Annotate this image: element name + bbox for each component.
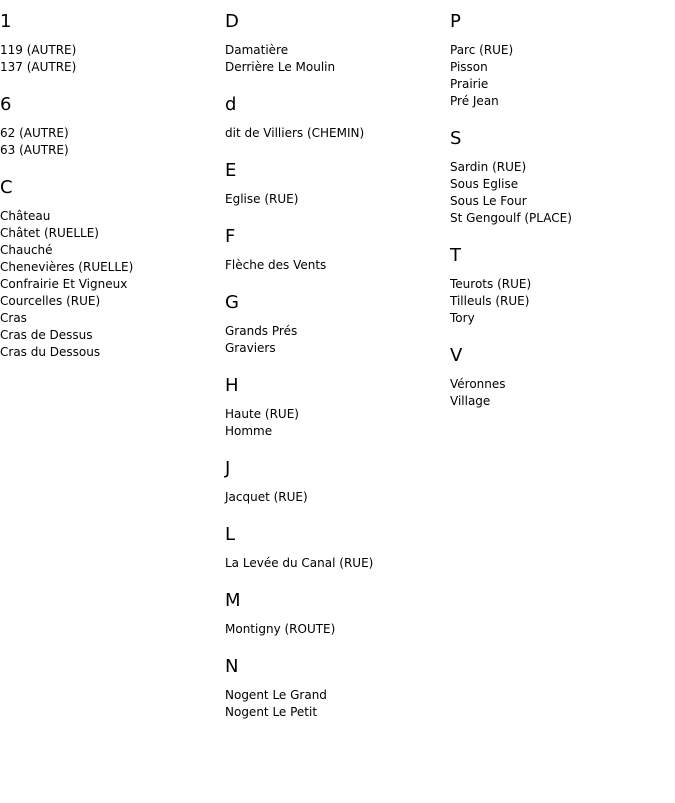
street-link[interactable]: Montigny (ROUTE)	[225, 622, 336, 636]
index-column	[225, 12, 450, 740]
street-link[interactable]: Sous Eglise	[450, 177, 519, 191]
street-list	[450, 276, 675, 327]
street-list	[450, 376, 675, 410]
index-column	[0, 12, 225, 380]
street-link[interactable]: Teurots (RUE)	[450, 277, 532, 291]
letter-group	[0, 95, 225, 159]
letter-group	[0, 12, 225, 76]
street-list	[225, 555, 450, 572]
letter-group	[225, 459, 450, 506]
letter-group	[225, 657, 450, 721]
street-link[interactable]: Sardin (RUE)	[450, 160, 527, 174]
street-link[interactable]: Tilleuls (RUE)	[450, 294, 530, 308]
letter-heading: J	[225, 458, 231, 479]
street-link[interactable]: Châtet (RUELLE)	[0, 226, 99, 240]
street-link[interactable]: Sous Le Four	[450, 194, 527, 208]
street-list	[225, 489, 450, 506]
street-list	[225, 621, 450, 638]
letter-group	[450, 246, 675, 327]
street-link[interactable]: Cras	[0, 311, 27, 325]
letter-heading: E	[225, 160, 237, 181]
letter-heading: N	[225, 656, 239, 677]
letter-group	[225, 12, 450, 76]
letter-heading: d	[225, 94, 237, 115]
street-link[interactable]: Château	[0, 209, 51, 223]
index-column	[450, 12, 675, 429]
letter-heading: F	[225, 226, 236, 247]
street-link[interactable]: Graviers	[225, 341, 276, 355]
street-link[interactable]: Damatière	[225, 43, 289, 57]
street-link[interactable]: Prairie	[450, 77, 489, 91]
letter-group	[450, 12, 675, 110]
street-link[interactable]: Derrière Le Moulin	[225, 60, 336, 74]
street-link[interactable]: 137 (AUTRE)	[0, 60, 77, 74]
street-list	[225, 406, 450, 440]
letter-group	[225, 591, 450, 638]
letter-heading: T	[450, 245, 461, 266]
letter-group	[225, 161, 450, 208]
street-link[interactable]: Pré Jean	[450, 94, 499, 108]
street-link[interactable]: La Levée du Canal (RUE)	[225, 556, 374, 570]
letter-heading: H	[225, 375, 239, 396]
street-link[interactable]: Chauché	[0, 243, 53, 257]
street-link[interactable]: Pisson	[450, 60, 488, 74]
street-link[interactable]: St Gengoulf (PLACE)	[450, 211, 572, 225]
street-list	[0, 208, 225, 361]
street-link[interactable]: Grands Prés	[225, 324, 298, 338]
letter-heading: D	[225, 11, 239, 32]
street-link[interactable]: 62 (AUTRE)	[0, 126, 69, 140]
street-list	[225, 687, 450, 721]
street-link[interactable]: Cras de Dessus	[0, 328, 93, 342]
letter-group	[450, 129, 675, 227]
street-link[interactable]: 119 (AUTRE)	[0, 43, 77, 57]
street-link[interactable]: Chenevières (RUELLE)	[0, 260, 134, 274]
street-link[interactable]: Courcelles (RUE)	[0, 294, 101, 308]
street-list	[0, 42, 225, 76]
street-link[interactable]: Nogent Le Petit	[225, 705, 318, 719]
letter-heading: 6	[0, 94, 12, 115]
street-link[interactable]: Flèche des Vents	[225, 258, 327, 272]
street-list	[225, 42, 450, 76]
letter-group	[0, 178, 225, 361]
street-link[interactable]: Eglise (RUE)	[225, 192, 299, 206]
street-link[interactable]: Parc (RUE)	[450, 43, 514, 57]
letter-group	[225, 525, 450, 572]
letter-group	[450, 346, 675, 410]
street-list	[225, 257, 450, 274]
street-list	[450, 42, 675, 110]
street-link[interactable]: Village	[450, 394, 491, 408]
street-link[interactable]: Tory	[450, 311, 475, 325]
letter-heading: L	[225, 524, 236, 545]
letter-group	[225, 95, 450, 142]
letter-group	[225, 227, 450, 274]
street-list	[0, 125, 225, 159]
letter-group	[225, 293, 450, 357]
street-link[interactable]: dit de Villiers (CHEMIN)	[225, 126, 365, 140]
letter-heading: P	[450, 11, 461, 32]
street-link[interactable]: Homme	[225, 424, 273, 438]
letter-heading: S	[450, 128, 462, 149]
street-link[interactable]: Nogent Le Grand	[225, 688, 327, 702]
letter-heading: G	[225, 292, 239, 313]
letter-heading: V	[450, 345, 463, 366]
street-link[interactable]: Véronnes	[450, 377, 506, 391]
street-link[interactable]: 63 (AUTRE)	[0, 143, 69, 157]
street-list	[225, 125, 450, 142]
street-link[interactable]: Cras du Dessous	[0, 345, 101, 359]
street-link[interactable]: Confrairie Et Vigneux	[0, 277, 128, 291]
letter-heading: 1	[0, 11, 12, 32]
street-link[interactable]: Haute (RUE)	[225, 407, 299, 421]
letter-heading: C	[0, 177, 13, 198]
street-link[interactable]: Jacquet (RUE)	[225, 490, 308, 504]
street-list	[450, 159, 675, 227]
street-list	[225, 323, 450, 357]
letter-heading: M	[225, 590, 241, 611]
street-list	[225, 191, 450, 208]
letter-group	[225, 376, 450, 440]
